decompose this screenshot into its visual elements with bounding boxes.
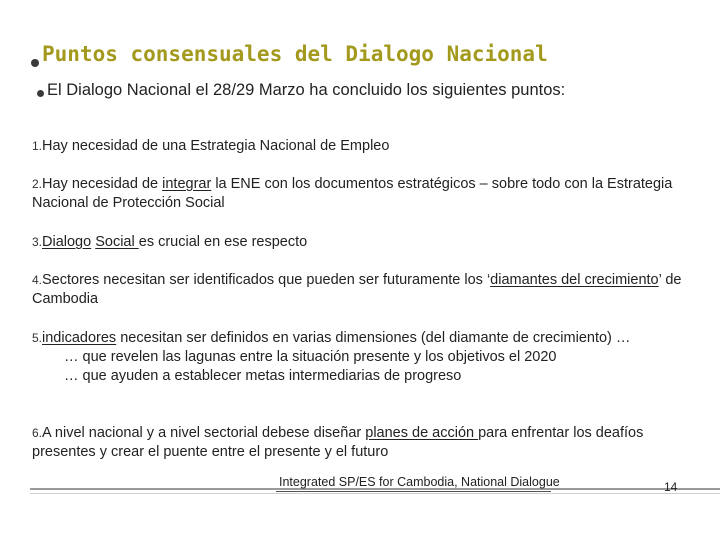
point-text: para enfrentar los deafíos presentes y crear el puente entre el presente y el futuro — [32, 425, 644, 460]
slide-title: Puntos consensuales del Dialogo Nacional — [42, 42, 548, 66]
footer-underline — [276, 491, 551, 492]
page-number: 14 — [664, 480, 678, 494]
slide-subtitle: El Dialogo Nacional el 28/29 Marzo ha concluido los siguientes puntos: — [47, 81, 566, 99]
point-text: Hay necesidad de — [42, 176, 163, 192]
point-text: Sectores necesitan ser identificados que pueden ser futuramente los ‘ — [42, 272, 491, 288]
point-5 — [32, 329, 692, 386]
point-text: A nivel nacional y a nivel sectorial debese diseñar — [42, 425, 366, 441]
sub-point-1: … que revelen las lagunas entre la situación presente y los objetivos el 2020 — [64, 349, 557, 365]
underlined-term: Social — [95, 234, 139, 250]
point-3 — [32, 233, 692, 252]
point-number: 6. — [32, 426, 43, 440]
point-2 — [32, 175, 692, 213]
underlined-term: integrar — [162, 176, 212, 192]
point-text: es crucial en ese respecto — [138, 234, 308, 250]
point-number: 3. — [32, 235, 43, 249]
point-text: ’ de Cambodia — [32, 272, 682, 307]
point-text: necesitan ser definidos en varias dimensiones (del diamante de crecimiento) … — [116, 330, 631, 346]
point-1 — [32, 137, 692, 156]
point-6 — [32, 424, 692, 462]
footer-divider-secondary — [30, 493, 720, 494]
point-number: 1. — [32, 139, 43, 153]
point-number: 4. — [32, 273, 43, 287]
point-text: Hay necesidad de una Estrategia Nacional de Empleo — [42, 138, 390, 154]
title-bullet-icon — [31, 59, 39, 67]
point-number: 2. — [32, 177, 43, 191]
subtitle-bullet-icon — [37, 90, 44, 97]
underlined-term: diamantes del crecimiento — [490, 272, 659, 288]
sub-point-2: … que ayuden a establecer metas intermediarias de progreso — [64, 368, 462, 384]
underlined-term: planes de acción — [365, 425, 479, 441]
point-4 — [32, 271, 692, 309]
underlined-term: indicadores — [42, 330, 117, 346]
point-text: la ENE con los documentos estratégicos – sobre todo con la Estrategia Nacional de Protección Social — [32, 176, 673, 211]
footer-text: Integrated SP/ES for Cambodia, National Dialogue — [279, 475, 560, 489]
point-number: 5. — [32, 331, 43, 345]
underlined-term: Dialogo — [42, 234, 92, 250]
